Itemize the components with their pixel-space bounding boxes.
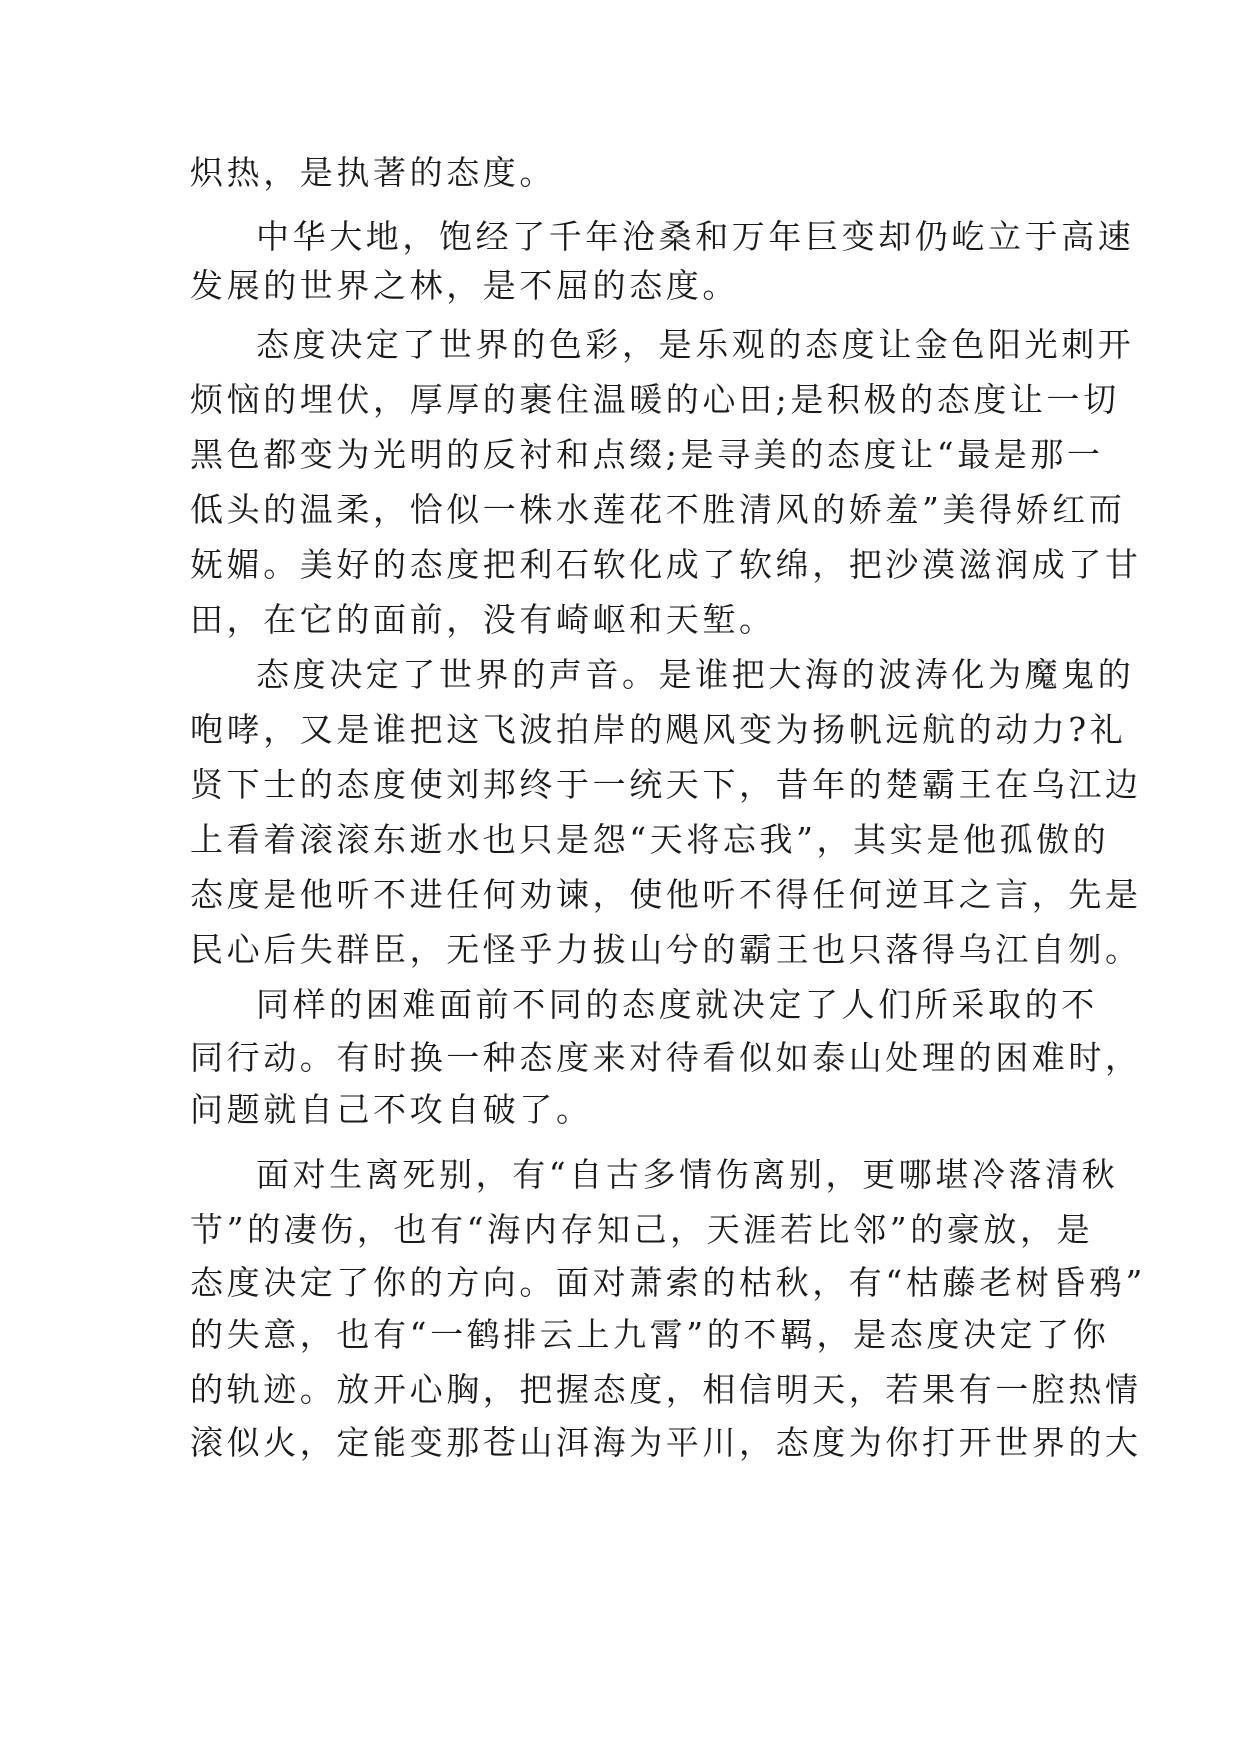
text-line: 节”的凄伤，也有“海内存知己，天涯若比邻”的豪放，是 — [190, 1210, 1094, 1249]
text-line: 上看着滚滚东逝水也只是怨“天将忘我”，其实是他孤傲的 — [190, 820, 1110, 859]
text-line: 咆哮，又是谁把这飞波拍岸的飓风变为扬帆远航的动力?礼 — [190, 710, 1127, 749]
text-line: 烦恼的埋伏，厚厚的裹住温暖的心田;是积极的态度让一切 — [190, 380, 1120, 419]
text-line: 妩媚。美好的态度把利石软化成了软绵，把沙漠滋润成了甘 — [190, 545, 1142, 584]
paragraph-first-line: 态度决定了世界的色彩，是乐观的态度让金色阳光刺开 — [256, 325, 1135, 364]
text-line: 的失意，也有“一鹤排云上九霄”的不羁，是态度决定了你 — [190, 1315, 1110, 1354]
text-line: 同行动。有时换一种态度来对待看似如泰山处理的困难时， — [190, 1038, 1142, 1077]
text-line: 滚似火，定能变那苍山洱海为平川，态度为你打开世界的大 — [190, 1423, 1142, 1462]
text-line: 贤下士的态度使刘邦终于一统天下，昔年的楚霸王在乌江边 — [190, 765, 1142, 804]
text-line: 黑色都变为光明的反衬和点缀;是寻美的态度让“最是那一 — [190, 435, 1104, 474]
paragraph-first-line: 面对生离死别，有“自古多情伤离别，更哪堪冷落清秋 — [256, 1155, 1119, 1194]
text-line: 民心后失群臣，无怪乎力拔山兮的霸王也只落得乌江自刎。 — [190, 930, 1142, 969]
text-line: 田，在它的面前，没有崎岖和天堑。 — [190, 600, 776, 639]
text-line: 低头的温柔，恰似一株水莲花不胜清风的娇羞”美得娇红而 — [190, 490, 1126, 529]
paragraph-first-line: 态度决定了世界的声音。是谁把大海的波涛化为魔鬼的 — [256, 655, 1135, 694]
text-line: 发展的世界之林，是不屈的态度。 — [190, 266, 739, 305]
paragraph-first-line: 中华大地，饱经了千年沧桑和万年巨变却仍屹立于高速 — [256, 217, 1135, 256]
text-line: 态度决定了你的方向。面对萧索的枯秋，有“枯藤老树昏鸦” — [190, 1263, 1146, 1302]
text-line: 炽热，是执著的态度。 — [190, 153, 556, 192]
paragraph-first-line: 同样的困难面前不同的态度就决定了人们所采取的不 — [256, 985, 1098, 1024]
text-line: 的轨迹。放开心胸，把握态度，相信明天，若果有一腔热情 — [190, 1370, 1142, 1409]
text-line: 态度是他听不进任何劝谏，使他听不得任何逆耳之言，先是 — [190, 875, 1142, 914]
text-line: 问题就自己不攻自破了。 — [190, 1090, 593, 1129]
